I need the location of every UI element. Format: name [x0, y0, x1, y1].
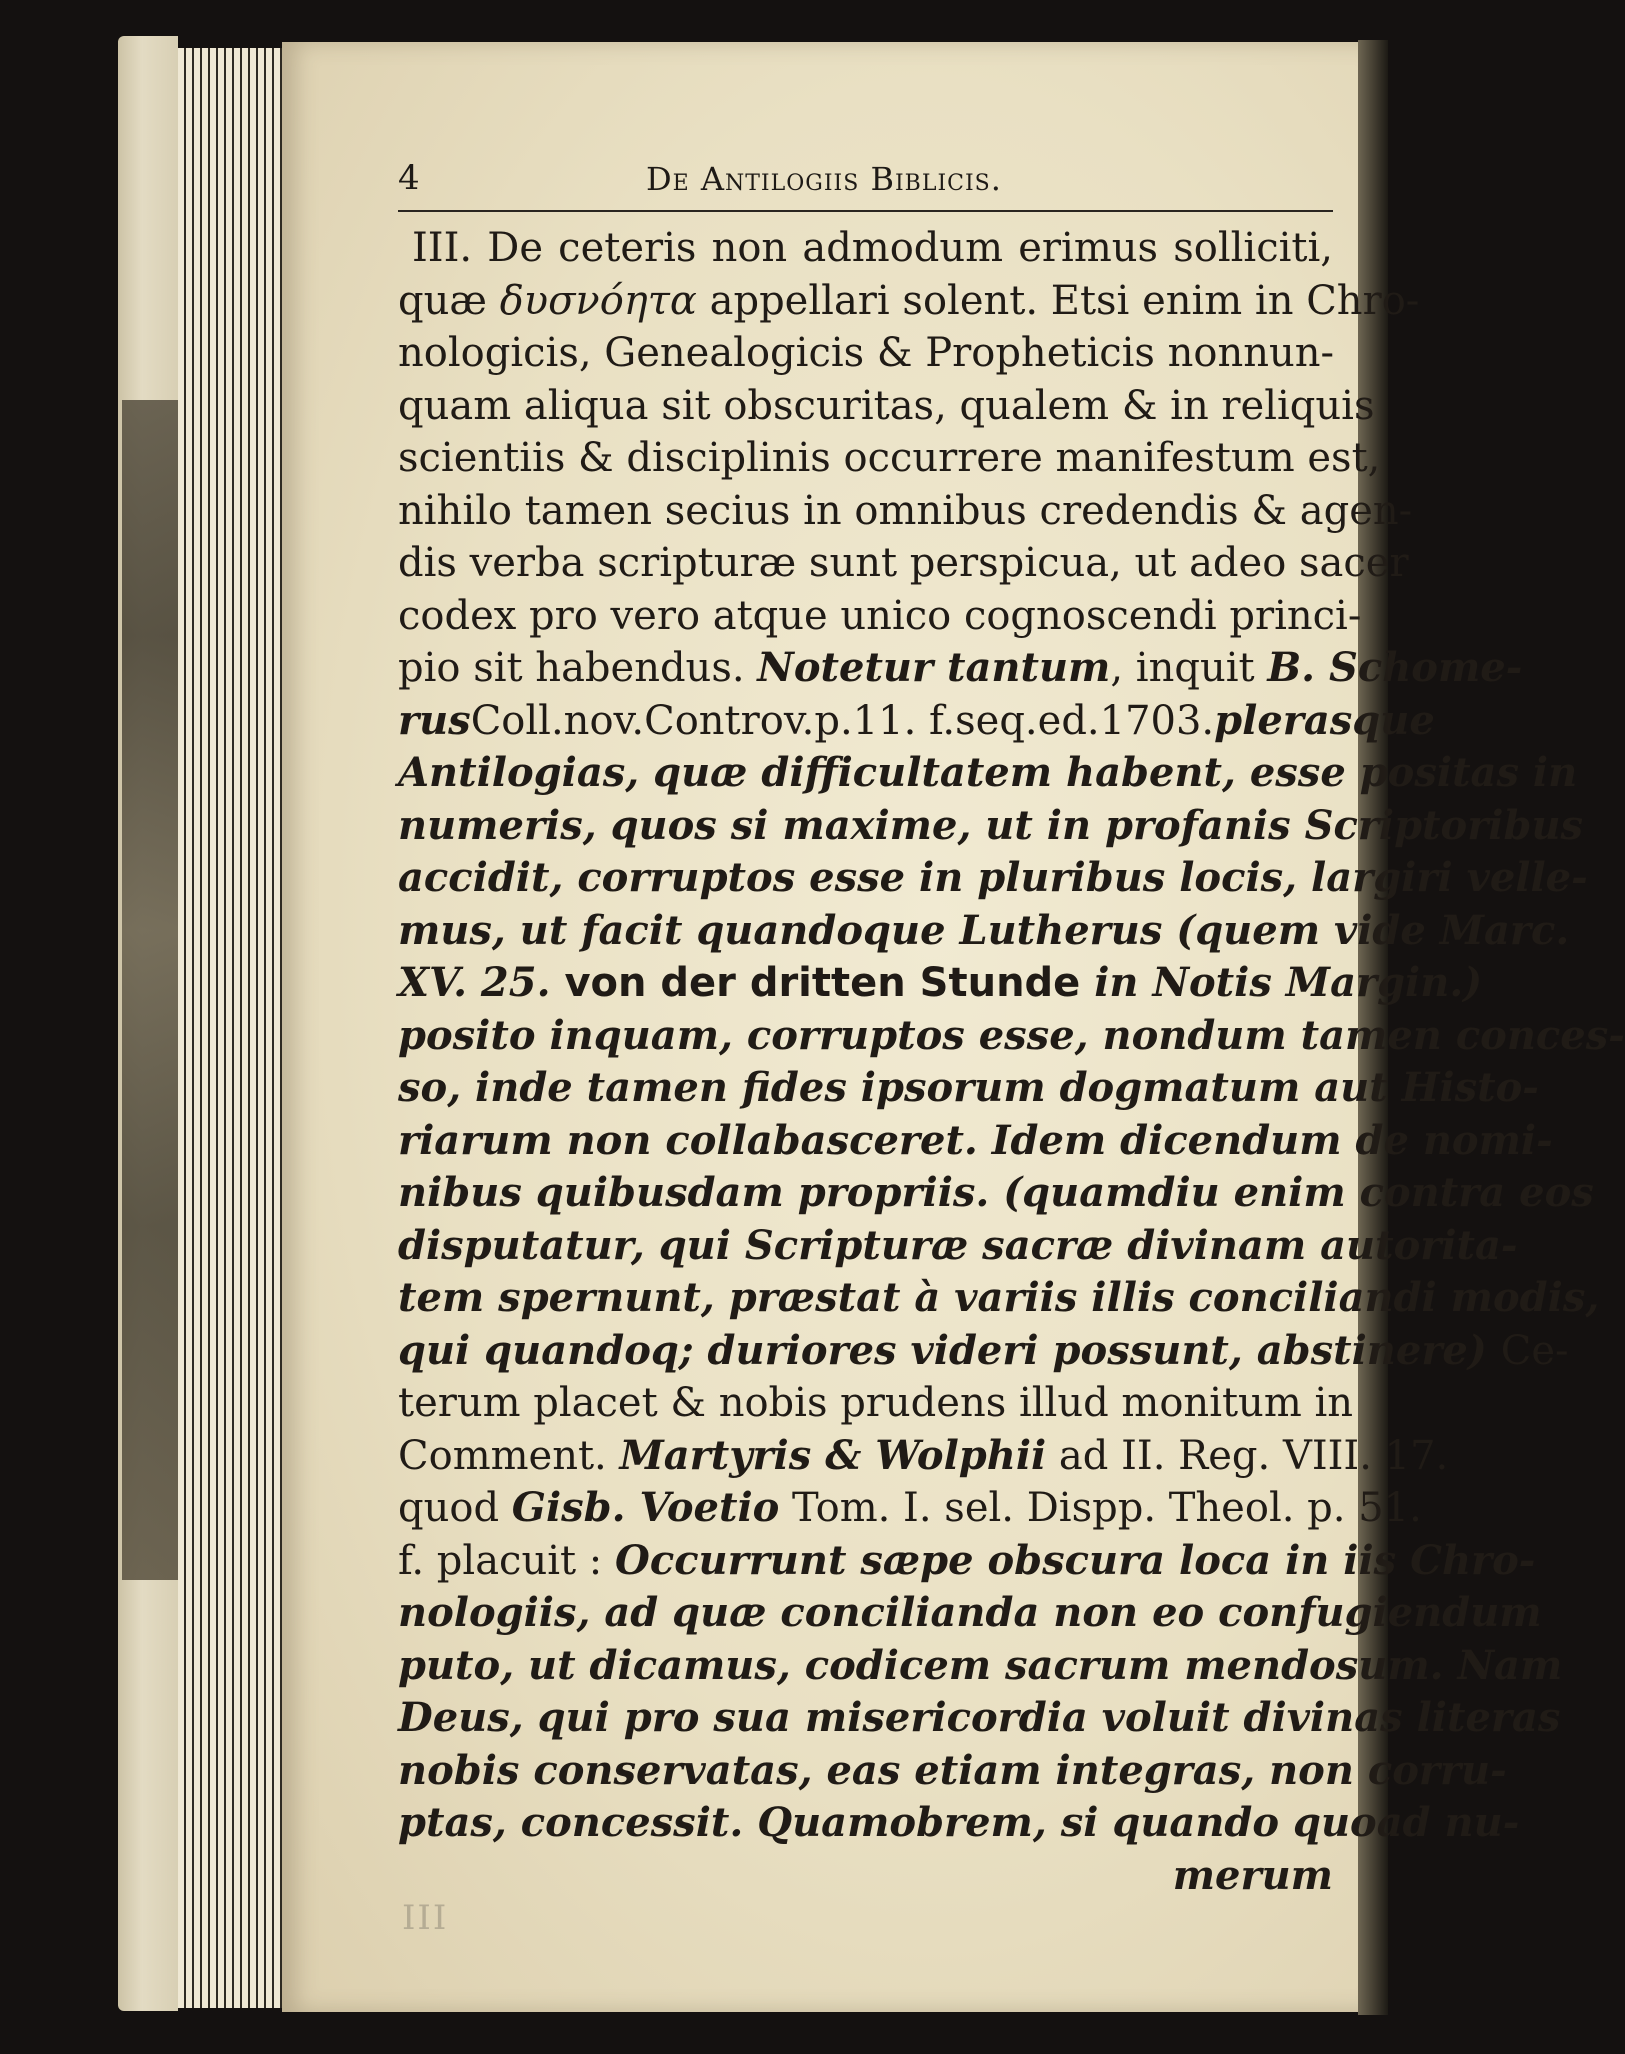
text-segment: XV. 25. — [398, 959, 565, 1006]
text-segment: ad II. Reg. VIII. 17. — [1046, 1432, 1449, 1479]
text-segment: plerasque — [1214, 696, 1435, 744]
text-line — [398, 1482, 1422, 1535]
text-line — [398, 642, 1523, 695]
text-segment: Tom. I. sel. Dispp. Theol. p. 51. — [779, 1485, 1422, 1531]
text-segment: B. Schome- — [1267, 644, 1523, 691]
text-segment: f. placuit : — [398, 1537, 615, 1584]
text-line — [398, 327, 1333, 380]
text-line — [398, 1062, 1539, 1115]
text-segment: posito inquam, corruptos esse, nondum tamen conces- — [398, 1011, 1625, 1059]
text-line — [398, 957, 1483, 1010]
text-line — [398, 905, 1570, 958]
running-title: De Antilogiis Biblicis. — [646, 160, 1002, 198]
text-line — [398, 1272, 1600, 1325]
text-segment: δυσνόητα — [499, 277, 697, 324]
text-segment: merum — [1172, 1851, 1333, 1899]
text-segment: quæ — [398, 277, 500, 324]
text-line — [398, 275, 1420, 328]
text-line — [398, 1587, 1542, 1640]
text-segment: nologiis, ad quæ concilianda non eo confugiendum — [398, 1589, 1542, 1636]
text-line — [398, 1167, 1594, 1220]
text-line — [398, 852, 1588, 905]
text-segment: accidit, corruptos esse in pluribus locis, largiri velle- — [398, 854, 1588, 901]
text-segment: ptas, concessit. Quamobrem, si quando quoad nu- — [398, 1799, 1520, 1846]
text-segment: Gisb. Voetio — [511, 1484, 780, 1531]
text-segment: Occurrunt sæpe obscura loca in iis Chro- — [615, 1536, 1536, 1584]
text-line — [398, 485, 1413, 538]
text-line — [398, 1325, 1569, 1378]
text-line — [398, 222, 1333, 275]
text-segment: riarum non collabasceret. Idem dicendum de nomi- — [398, 1116, 1553, 1164]
text-segment: nobis conservatas, eas etiam integras, non corru- — [398, 1746, 1507, 1794]
text-segment: mus, ut facit quandoque Lutherus (quem vide Marc. — [398, 906, 1570, 954]
text-line — [398, 1797, 1520, 1850]
text-line — [398, 1692, 1561, 1745]
text-segment: terum placet & nobis prudens illud monitum in — [398, 1380, 1354, 1426]
page-number: 4 — [398, 158, 420, 198]
text-segment: dis verba scripturæ sunt perspicua, ut adeo sacer — [398, 540, 1409, 586]
text-segment: nibus quibusdam propriis. (quamdiu enim contra eos — [398, 1169, 1594, 1216]
spine-stain — [122, 400, 178, 1580]
text-segment: Ce- — [1500, 1327, 1569, 1374]
text-line — [398, 380, 1375, 433]
text-line — [398, 1220, 1518, 1273]
text-line — [398, 1745, 1507, 1798]
text-segment: von der dritten Stunde — [564, 960, 1081, 1006]
text-line — [398, 1850, 1333, 1903]
text-line — [398, 695, 1435, 748]
text-segment: tem spernunt, præstat à variis illis conciliandi modis, — [398, 1274, 1600, 1321]
text-segment: numeris, quos si maxime, ut in profanis Scriptoribus — [398, 801, 1584, 849]
text-segment: , inquit — [1110, 645, 1268, 691]
text-segment: quam aliqua sit obscuritas, qualem & in reliquis — [398, 382, 1375, 429]
text-segment: scientiis & disciplinis occurrere manifestum est, — [398, 435, 1381, 481]
text-line — [398, 1010, 1625, 1063]
text-segment: disputatur, qui Scripturæ sacræ divinam autorita- — [398, 1221, 1518, 1269]
text-segment: III. De ceteris non admodum erimus solliciti, — [412, 225, 1333, 271]
text-segment: Martyris & Wolphii — [619, 1431, 1047, 1479]
text-segment: Comment. — [398, 1432, 620, 1479]
text-line — [398, 1115, 1553, 1168]
text-line — [398, 1535, 1536, 1588]
text-segment: Coll.nov.Controv.p.11. f.seq.ed.1703. — [470, 697, 1215, 744]
text-segment: so, inde tamen fides ipsorum dogmatum aut Histo- — [398, 1064, 1539, 1111]
text-segment: Notetur tantum — [757, 644, 1111, 691]
text-segment: appellari solent. Etsi enim in Chro- — [696, 277, 1420, 324]
text-line — [398, 1377, 1354, 1430]
page-header — [398, 152, 1333, 212]
text-line — [398, 800, 1584, 853]
text-segment: pio sit habendus. — [398, 645, 758, 691]
text-segment: nihilo tamen secius in omnibus credendis & agen- — [398, 487, 1413, 534]
text-segment: Antilogias, quæ difficultatem habent, esse positas in — [398, 749, 1578, 796]
text-line — [398, 1430, 1449, 1483]
text-segment: in Notis Margin.) — [1080, 959, 1483, 1006]
text-line — [398, 1640, 1563, 1693]
text-line — [398, 432, 1381, 485]
text-segment: puto, ut dicamus, codicem sacrum mendosum. Nam — [398, 1641, 1563, 1689]
text-segment: rus — [398, 696, 471, 744]
text-segment: nologicis, Genealogicis & Propheticis nonnun- — [398, 330, 1335, 376]
text-line — [398, 537, 1409, 590]
body-text — [398, 222, 1625, 1902]
text-line — [398, 590, 1362, 643]
text-segment: codex pro vero atque unico cognoscendi princi- — [398, 592, 1362, 639]
text-line — [398, 747, 1578, 800]
page-edges — [178, 48, 288, 2008]
text-segment: quod — [398, 1485, 512, 1531]
text-segment: qui quandoq; duriores videri possunt, abstinere) — [398, 1326, 1501, 1374]
text-segment: Deus, qui pro sua misericordia voluit divinas literas — [398, 1694, 1561, 1741]
signature-mark: III — [402, 1898, 449, 1938]
